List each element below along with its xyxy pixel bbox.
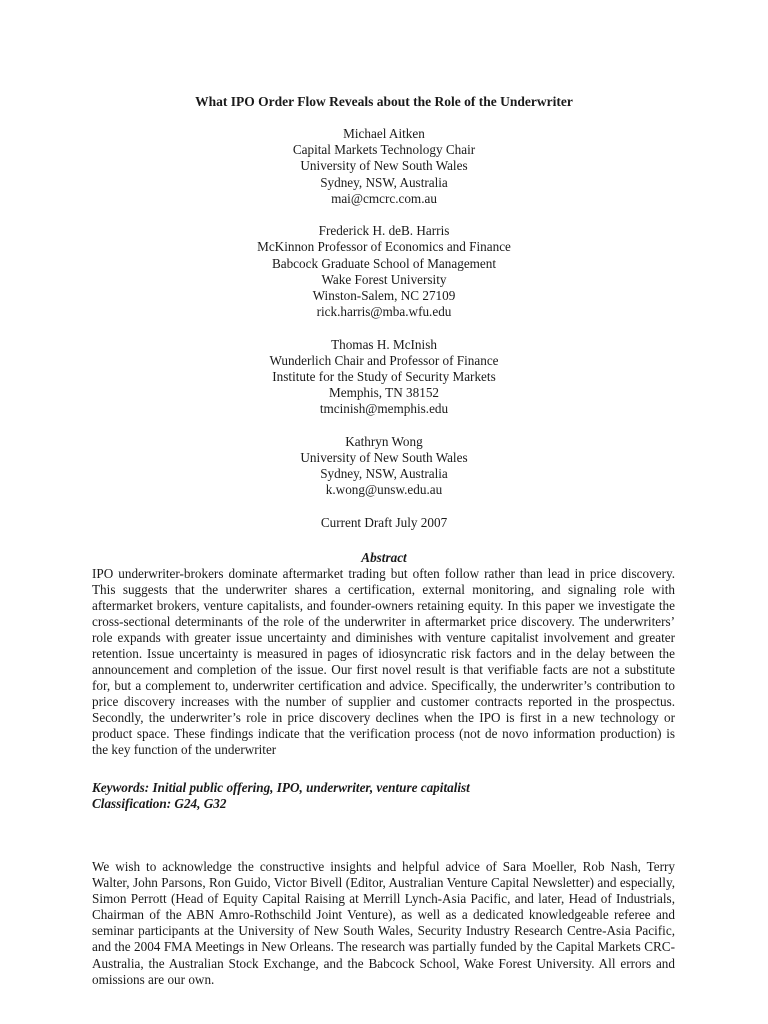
author-entry — [0, 126, 768, 207]
author-name: Frederick H. deB. Harris — [318, 223, 450, 239]
keywords-block — [92, 780, 675, 812]
author-email: mai@cmcrc.com.au — [331, 190, 437, 206]
paper-title: What IPO Order Flow Reveals about the Role of the Underwriter — [195, 94, 573, 109]
author-name: Michael Aitken — [343, 126, 425, 141]
abstract-text: IPO underwriter-brokers dominate aftermarket trading but often follow rather than lead in price discovery. This suggests that the underwriter shares a certification, external monitoring, and signaling role with aftermarket brokers, venture capitalists, and founder-owners retaining equity. In this paper we investigate the cross-sectional determinants of the role of the underwriter in aftermarket price discovery. The underwriters’ role expands with greater issue uncertainty and diminishes with venture capitalist involvement and greater retention. Issue uncertainty is measured in pages of idiosyncratic risk factors and in the delay between the announcement and completion of the issue. Our first novel result is that verifiable facts are not a substitute for, but a complement to, underwriter certification and advice. Specifically, the underwriter’s contribution to price discovery increases with the number of supplier and customer contracts reported in the prospectus. Secondly, the underwriter’s role in price discovery declines when the IPO is first in a new technology or product space. These findings indicate that the verification process (not de novo information production) is the key function of the underwriter — [92, 566, 675, 757]
author-email: tmcinish@memphis.edu — [319, 401, 449, 417]
author-email: rick.harris@mba.wfu.edu — [316, 304, 452, 320]
author-entry — [0, 223, 768, 320]
draft-date: Current Draft July 2007 — [320, 514, 448, 530]
author-entry — [0, 337, 768, 418]
author-affiliation-line: Babcock Graduate School of Management — [271, 255, 497, 271]
author-name: Kathryn Wong — [345, 433, 423, 449]
author-affiliation-line: Sydney, NSW, Australia — [320, 466, 448, 482]
acknowledgment-text: We wish to acknowledge the constructive insights and helpful advice of Sara Moeller, Rob Nash, Terry Walter, John Parsons, Ron Guido, Victor Bivell (Editor, Australian Venture Capital Newsletter) and especially, Simon Perrott (Head of Equity Capital Raising at Merrill Lynch-Asia Pacific, and later, Head of Industrials, Chairman of the ABN Amro-Rothschild Joint Venture), as well as a dedicated knowledgeable referee and seminar participants at the University of New South Wales, Security Industry Research Centre-Asia Pacific, and the 2004 FMA Meetings in New Orleans. The research was partially funded by the Capital Markets CRC-Australia, the Australian Stock Exchange, and the Babcock School, Wake Forest University. All errors and omissions are our own. — [92, 859, 675, 987]
author-affiliation-line: Winston-Salem, NC 27109 — [312, 288, 456, 304]
author-affiliation-line: Institute for the Study of Security Markets — [272, 369, 496, 385]
author-email: k.wong@unsw.edu.au — [325, 482, 443, 498]
author-affiliation-line: Sydney, NSW, Australia — [320, 174, 448, 190]
author-affiliation-line: Capital Markets Technology Chair — [292, 142, 476, 158]
classification-line: Classification: G24, G32 — [92, 796, 227, 812]
author-affiliation-line: University of New South Wales — [300, 158, 468, 174]
keywords-line: Keywords: Initial public offering, IPO, underwriter, venture capitalist — [92, 780, 470, 795]
author-affiliation-line: University of New South Wales — [300, 450, 468, 466]
author-affiliation-line: Memphis, TN 38152 — [328, 385, 440, 401]
author-entry — [0, 434, 768, 499]
abstract-heading: Abstract — [361, 550, 407, 565]
author-affiliation-line: McKinnon Professor of Economics and Finance — [257, 239, 511, 255]
author-block — [0, 126, 768, 531]
author-affiliation-line: Wake Forest University — [321, 271, 447, 287]
author-name: Thomas H. McInish — [331, 336, 437, 352]
author-affiliation-line: Wunderlich Chair and Professor of Finance — [269, 352, 499, 368]
